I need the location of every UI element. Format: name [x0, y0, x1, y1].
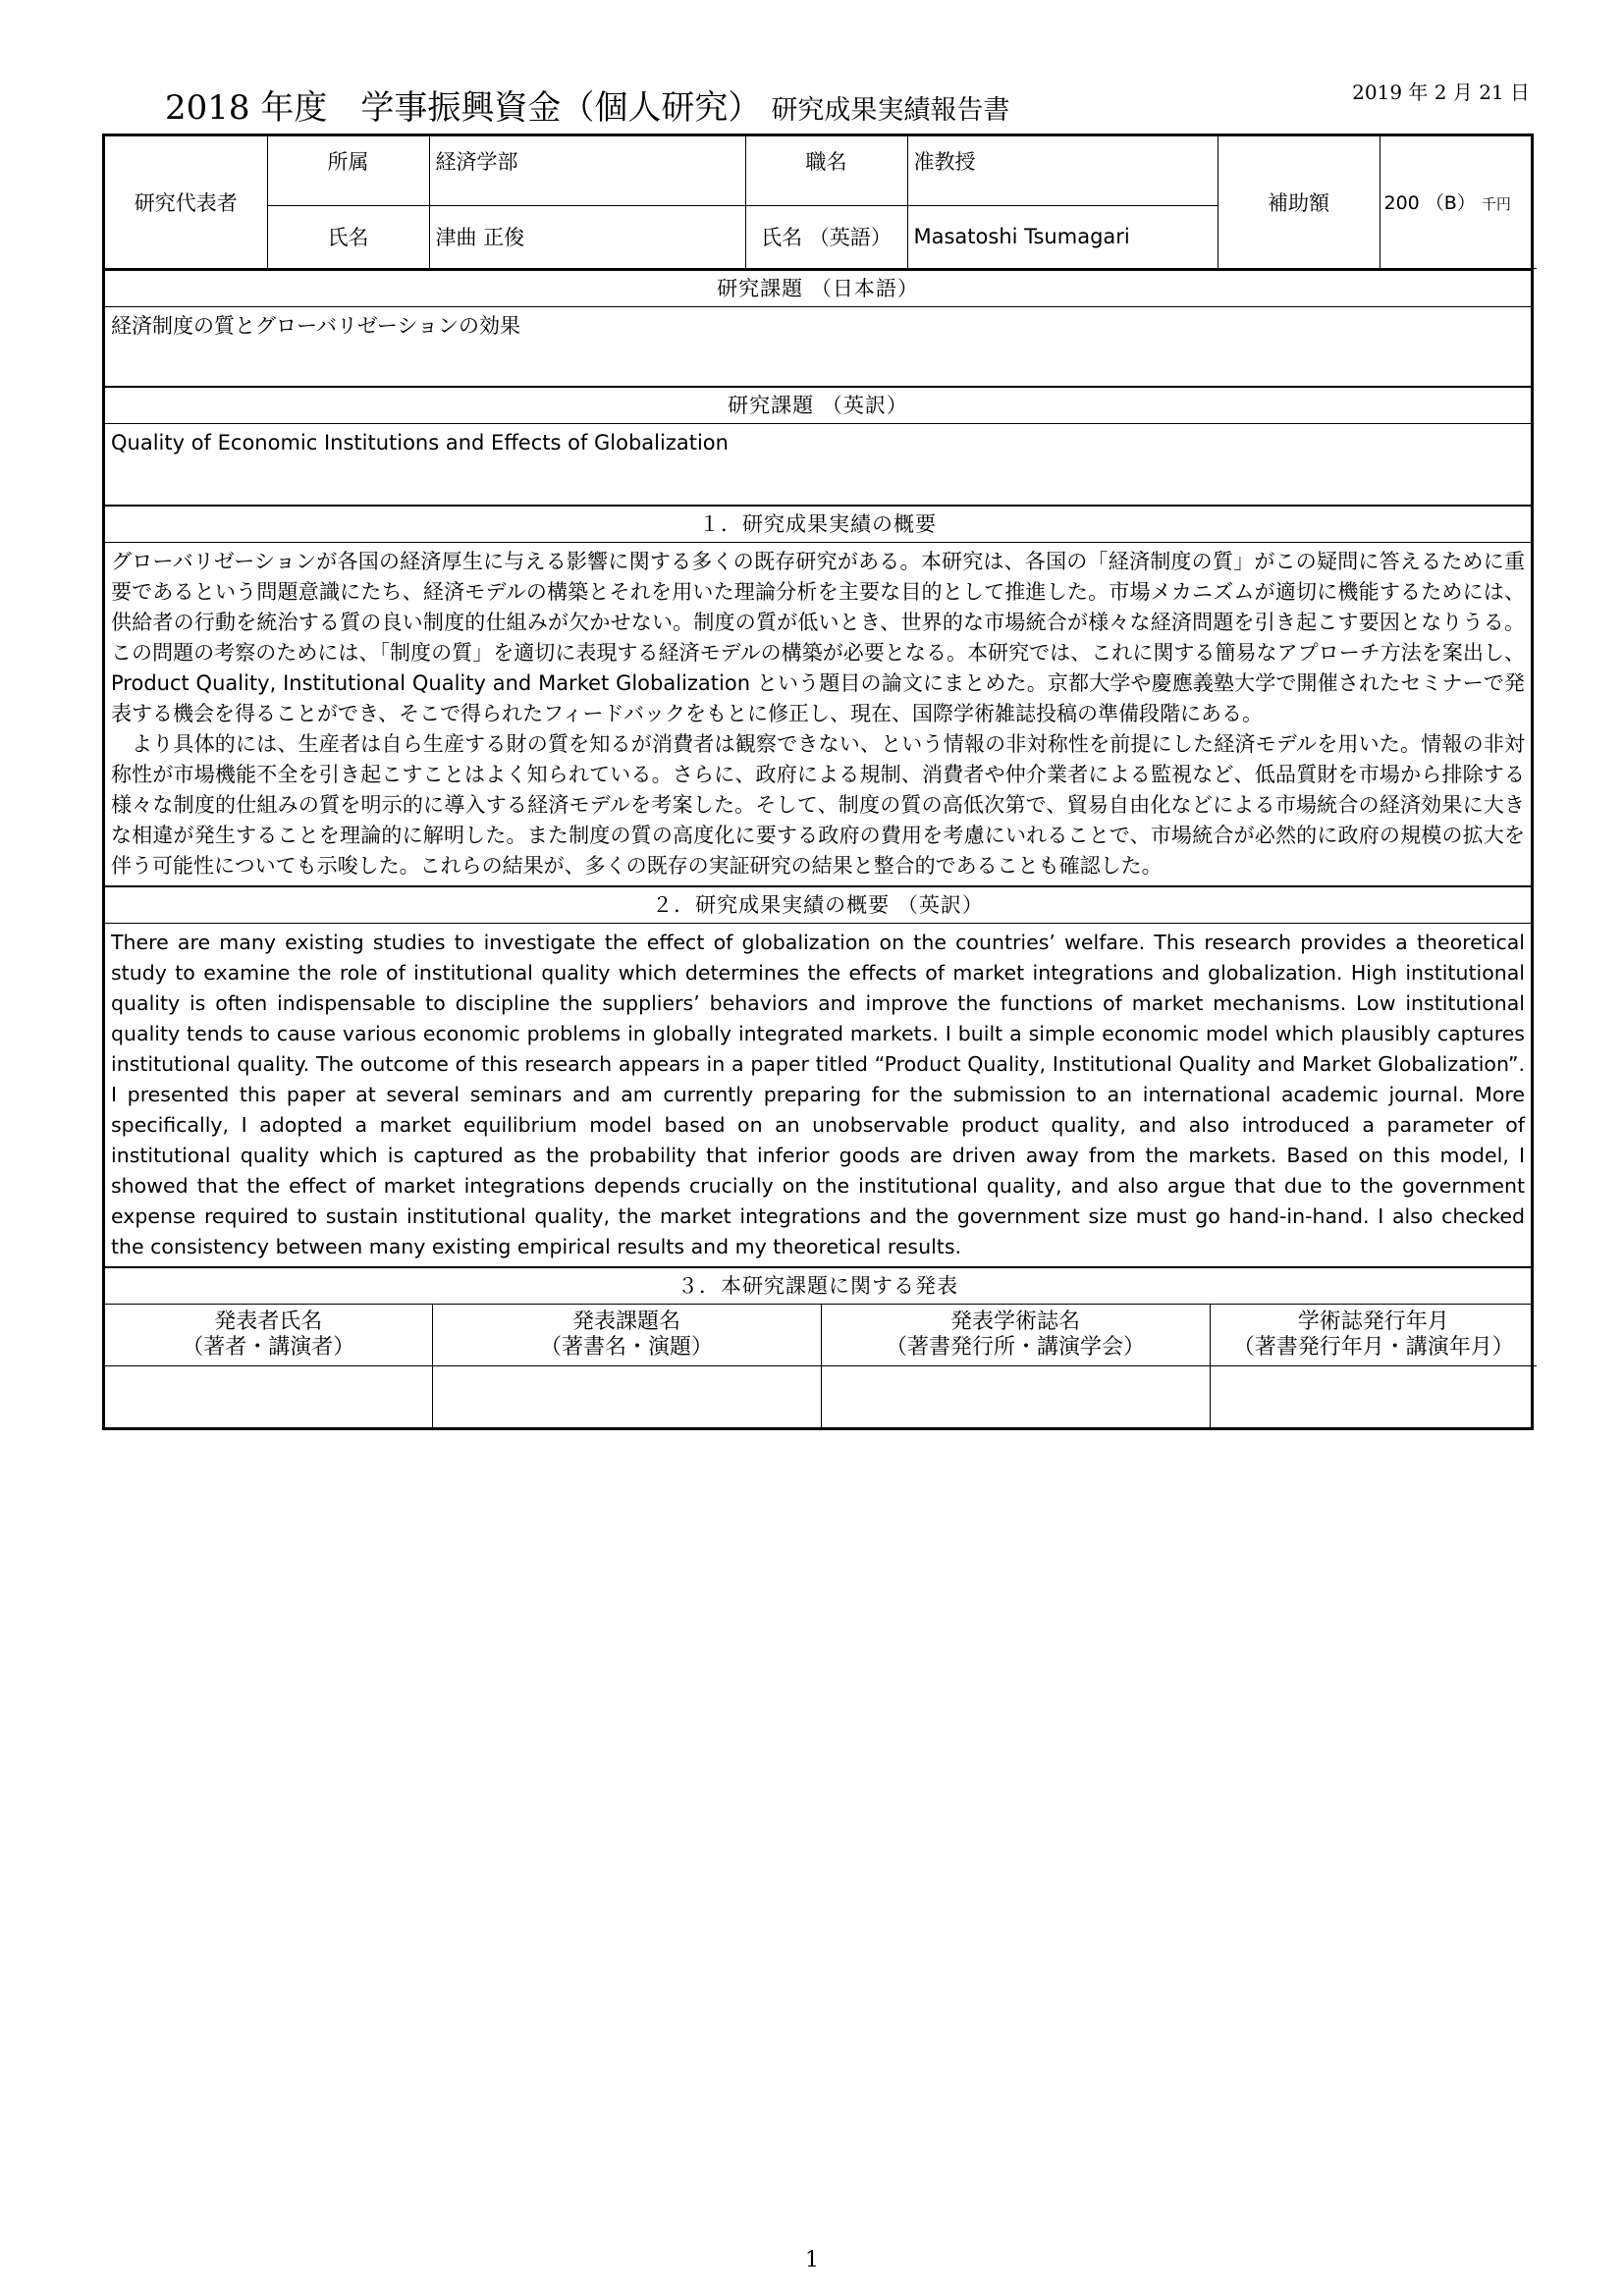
- summary-ja-paragraph-1: グローバリゼーションが各国の経済厚生に与える影響に関する多くの既存研究がある。本研究は、各国の「経済制度の質」がこの疑問に答えるために重要であるという問題意識にたち、経済モデルの構築とそれを用いた理論分析を主要な目的として推進した。市場メカニズムが適切に機能するためには、供給者の行動を統治する質の良い制度的仕組みが欠かせない。制度の質が低いとき、世界的な市場統合が様々な経済問題を引き起こす要因となりうる。この問題の考察のためには、「制度の質」を適切に表現する経済モデルの構築が必要となる。本研究では、これに関する簡易なアプローチ方法を案出し、Product Quality, Institutional Quality and Market Globalization という題目の論文にまとめた。京都大学や慶應義塾大学で開催されたセミナーで発表する機会を得ることができ、そこで得られたフィードバックをもとに修正し、現在、国際学術雑誌投稿の準備段階にある。: [111, 549, 1525, 725]
- page-number: 1: [805, 2248, 819, 2272]
- name-label: 氏名: [267, 205, 429, 268]
- presenter-cell: [105, 1365, 432, 1427]
- col-journal: 発表学術誌名 （著書発行所・講演学会）: [821, 1305, 1210, 1366]
- summary-ja-section: [105, 505, 1531, 885]
- topic-ja-section: [105, 269, 1531, 386]
- applicant-table: [105, 136, 1537, 269]
- col-date: 学術誌発行年月 （著書発行年月・講演年月）: [1210, 1305, 1537, 1366]
- summary-en-text: There are many existing studies to investigate the effect of globalization on the countries’ welfare. This research provides a theoretical study to examine the role of institutional quality which determines the effects of market integrations and globalization. High institutional quality is often indispensable to discipline the suppliers’ behaviors and improve the functions of market mechanisms. Low institutional quality tends to cause various economic problems in globally integrated markets. I built a simple economic model which plausibly captures institutional quality. The outcome of this research appears in a paper titled “Product Quality, Institutional Quality and Market Globalization”. I presented this paper at several seminars and am currently preparing for the submission to an international academic journal. More specifically, I adopted a market equilibrium model based on an unobservable product quality, and also introduced a parameter of institutional quality which is captured as the probability that inferior goods are driven away from the markets. Based on this model, I showed that the effect of market integrations depends crucially on the institutional quality, and also argue that due to the government expense required to sustain institutional quality, the market integrations and the government size must go hand-in-hand. I also checked the consistency between many existing empirical results and my theoretical results.: [111, 930, 1525, 1258]
- title-main: 2018 年度 学事振興資金（個人研究）: [165, 88, 762, 128]
- topic-ja-heading: 研究課題 （日本語）: [105, 271, 1531, 307]
- grant-label: 補助額: [1218, 136, 1380, 268]
- date-cell: [1210, 1365, 1537, 1427]
- title-cell: [432, 1365, 821, 1427]
- position-label: 職名: [745, 136, 907, 205]
- presentations-table: [105, 1305, 1537, 1427]
- page-title: [165, 80, 1009, 129]
- presentations-heading: ３．本研究課題に関する発表: [105, 1268, 1531, 1305]
- summary-ja-paragraph-2: より具体的には、生産者は自ら生産する財の質を知るが消費者は観察できない、という情報の非対称性を前提にした経済モデルを用いた。情報の非対称性が市場機能不全を引き起こすことはよく知られている。さらに、政府による規制、消費者や仲介業者による監視など、低品質財を市場から排除する様々な制度的仕組みの質を明示的に導入する経済モデルを考案した。そして、制度の質の高低次第で、貿易自由化などによる市場統合の経済効果に大きな相違が発生することを理論的に解明した。また制度の質の高度化に要する政府の費用を考慮にいれることで、市場統合が必然的に政府の規模の拡大を伴う可能性についても示唆した。これらの結果が、多くの既存の実証研究の結果と整合的であることも確認した。: [111, 731, 1525, 878]
- position-value: 准教授: [907, 136, 1218, 205]
- grant-amount: 200 （B）: [1383, 192, 1476, 215]
- report-form: [102, 133, 1534, 1430]
- name-value: 津曲 正俊: [429, 205, 745, 268]
- topic-en-section: [105, 386, 1531, 505]
- topic-ja-text: 経済制度の質とグローバリゼーションの効果: [111, 313, 521, 338]
- col-presenter: 発表者氏名 （著者・講演者）: [105, 1305, 432, 1366]
- name-en-value: Masatoshi Tsumagari: [907, 205, 1218, 268]
- affiliation-label: 所属: [267, 136, 429, 205]
- title-sub: 研究成果実績報告書: [771, 95, 1010, 126]
- name-en-label: 氏名 （英語）: [745, 205, 907, 268]
- grant-amount-cell: [1380, 136, 1537, 268]
- presentations-section: [105, 1266, 1531, 1427]
- summary-ja-body: [105, 543, 1531, 885]
- summary-en-heading: ２．研究成果実績の概要 （英訳）: [105, 887, 1531, 924]
- summary-ja-heading: １．研究成果実績の概要: [105, 507, 1531, 543]
- table-row: [105, 1365, 1537, 1427]
- summary-en-section: [105, 885, 1531, 1266]
- col-title: 発表課題名 （著書名・演題）: [432, 1305, 821, 1366]
- presentations-header-row: [105, 1305, 1537, 1366]
- affiliation-value: 経済学部: [429, 136, 745, 205]
- applicant-section: [105, 136, 1531, 269]
- topic-en-heading: 研究課題 （英訳）: [105, 388, 1531, 424]
- report-date: 2019 年 2 月 21 日: [1352, 80, 1530, 104]
- rep-label: 研究代表者: [105, 136, 267, 268]
- grant-unit: 千円: [1481, 195, 1511, 214]
- journal-cell: [821, 1365, 1210, 1427]
- topic-en-text: Quality of Economic Institutions and Effects of Globalization: [111, 430, 729, 454]
